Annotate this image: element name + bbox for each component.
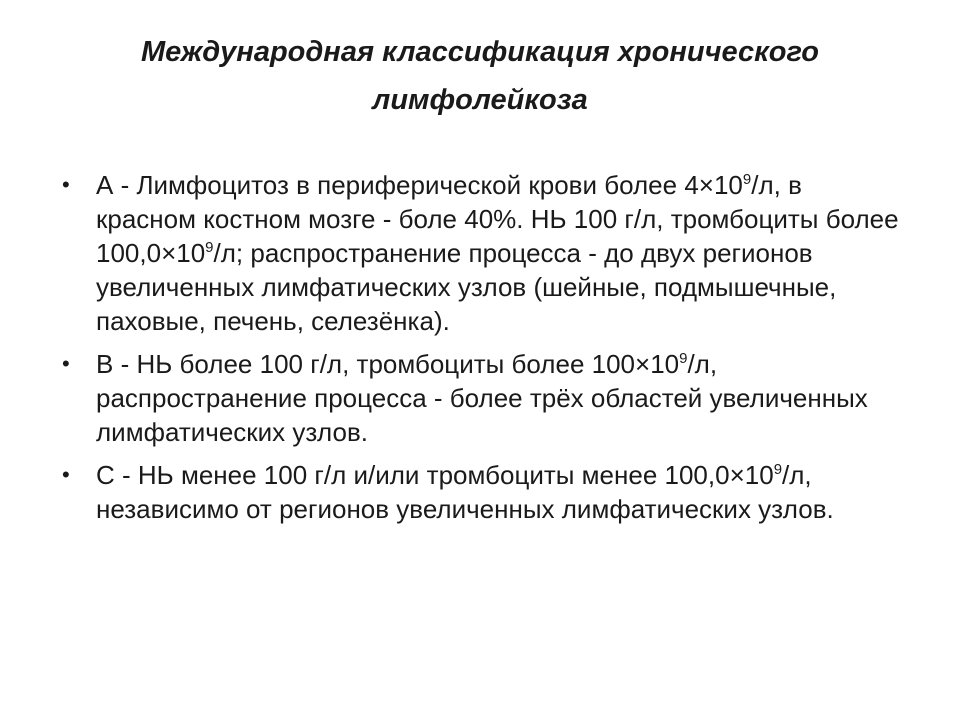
bullet-item-c: [58, 458, 908, 526]
exponent: 9: [742, 171, 752, 188]
exponent: 9: [679, 350, 688, 367]
slide-title: Международная классификация хронического лимфолейкоза: [141, 36, 819, 116]
bullet-text: /л, в красном костном мозге - боле 40%. НЬ 100 г/л, тромбоциты более 100,0×10: [96, 170, 899, 268]
bullet-text: В - НЬ более 100 г/л, тромбоциты более 100×10: [96, 349, 680, 379]
bullet-item-a: [58, 168, 908, 338]
exponent: 9: [205, 239, 214, 256]
bullet-text: А - Лимфоцитоз в периферической крови более 4×10: [96, 170, 743, 200]
bullet-dot-icon: •: [62, 172, 70, 197]
bullet-text: /л; распространение процесса - до двух регионов увеличенных лимфатических узлов (шейные, подмышечные, паховые, печень, селезёнка).: [96, 238, 837, 336]
exponent: 9: [773, 461, 783, 478]
bullet-item-b: [58, 347, 908, 449]
bullet-list: [58, 168, 908, 535]
bullet-text: С - НЬ менее 100 г/л и/или тромбоциты менее 100,0×10: [96, 460, 774, 490]
bullet-dot-icon: •: [62, 462, 70, 487]
bullet-text: /л, независимо от регионов увеличенных лимфатических узлов.: [96, 460, 834, 524]
bullet-dot-icon: •: [62, 351, 70, 376]
bullet-text: /л, распространение процесса - более трёх областей увеличенных лимфатических узлов.: [96, 349, 868, 447]
